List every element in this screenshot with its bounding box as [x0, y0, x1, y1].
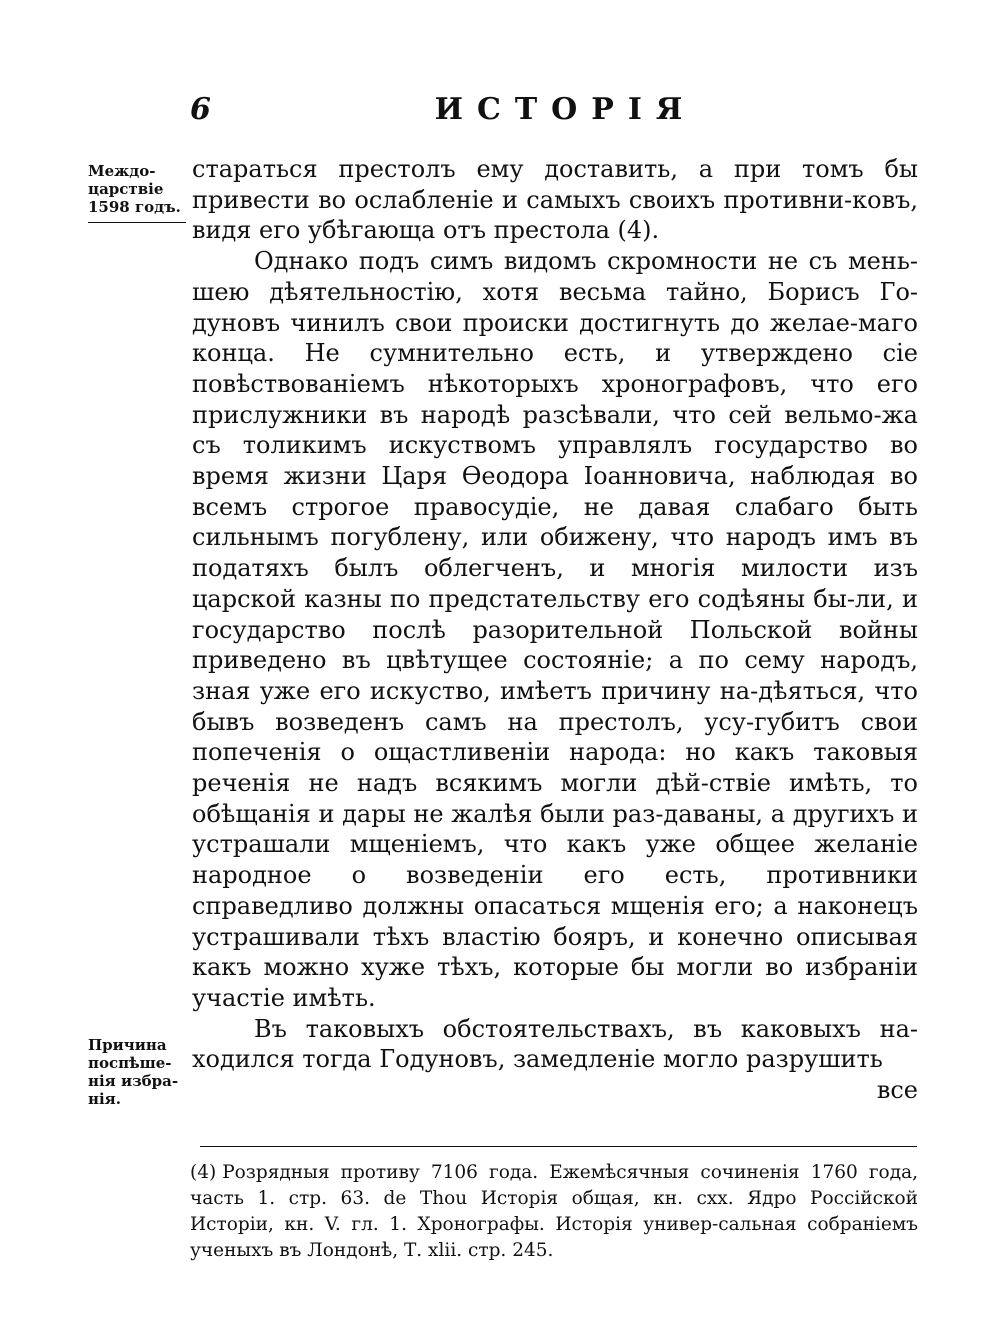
margin-note-reason: [88, 1036, 190, 1108]
margin-note-text: Междо-царствіе 1598 годъ.: [88, 162, 181, 216]
margin-note-interregnum: [88, 162, 190, 223]
footnote-rule: [200, 1146, 917, 1147]
margin-note-rule: [88, 216, 186, 223]
page-number: 6: [190, 92, 211, 127]
footnote-ref: (4): [190, 1162, 217, 1183]
footnote-text: Розрядныя противу 7106 года. Ежемѣсячныя сочиненія 1760 года, часть 1. стр. 63. de Thou Исторія общая, кн. cxx. Ядро Россійской Исторіи, кн. V. гл. 1. Хронографы. Исторія универ-сальная собраніемъ ученыхъ въ Лондонѣ, Т. xlii. стр. 245.: [190, 1162, 918, 1261]
paragraph-godunov-intrigues: Однако подъ симъ видомъ скромности не съ мень-шею дѣятельностію, хотя весьма тайно, Борисъ Го-дуновъ чинилъ свои происки достигнуть до желае-маго конца. Не сумнительно есть, и утверждено сіе повѣствованіемъ нѣкоторыхъ хронографовъ, что его прислужники въ народѣ разсѣвали, что сей вельмо-жа съ толикимъ искуствомъ управлялъ государство во время жизни Царя Ѳеодора Іоанновича, наблюдая во всемъ строгое правосудіе, не давая слабаго быть сильнымъ погублену, или обижену, что народъ имъ въ податяхъ былъ облегченъ, и многія милости изъ царской казны по предстательству его содѣяны бы-ли, и государство послѣ разорительной Польской войны приведено въ цвѣтущее состояніе; а по сему народъ, зная уже его искуство, имѣетъ причину на-дѣяться, что бывъ возведенъ самъ на престолъ, усу-губитъ свои попеченія о ощастливеніи народа: но какъ таковыя реченія не надъ всякимъ могли дѣй-ствіе имѣть, то обѣщанія и дары не жалѣя были раз-даваны, а другихъ и устрашали мщеніемъ, что какъ уже общее желаніе народное о возведеніи его есть, противники справедливо должны опасаться мщенія его; а наконецъ устрашивали тѣхъ властію бояръ, и конечно описывая какъ можно хуже тѣхъ, которые бы могли во избраніи участіе имѣть.: [192, 247, 918, 1012]
catchword: все: [876, 1076, 918, 1105]
main-text: [192, 154, 918, 1106]
footnote: [190, 1160, 918, 1264]
paragraph-circumstances: Въ таковыхъ обстоятельствахъ, въ каковыхъ на-ходился тогда Годуновъ, замедленіе могло разрушить: [192, 1014, 918, 1074]
paragraph-continuation: стараться престолъ ему доставить, а при томъ бы привести во ослабленіе и самыхъ своихъ противни-ковъ, видя его убѣгающа отъ престола (4).: [192, 155, 918, 245]
margin-note-text: Причина поспѣше-нія избра-нія.: [88, 1036, 179, 1108]
running-head-title: ИСТОРІЯ: [434, 92, 697, 127]
